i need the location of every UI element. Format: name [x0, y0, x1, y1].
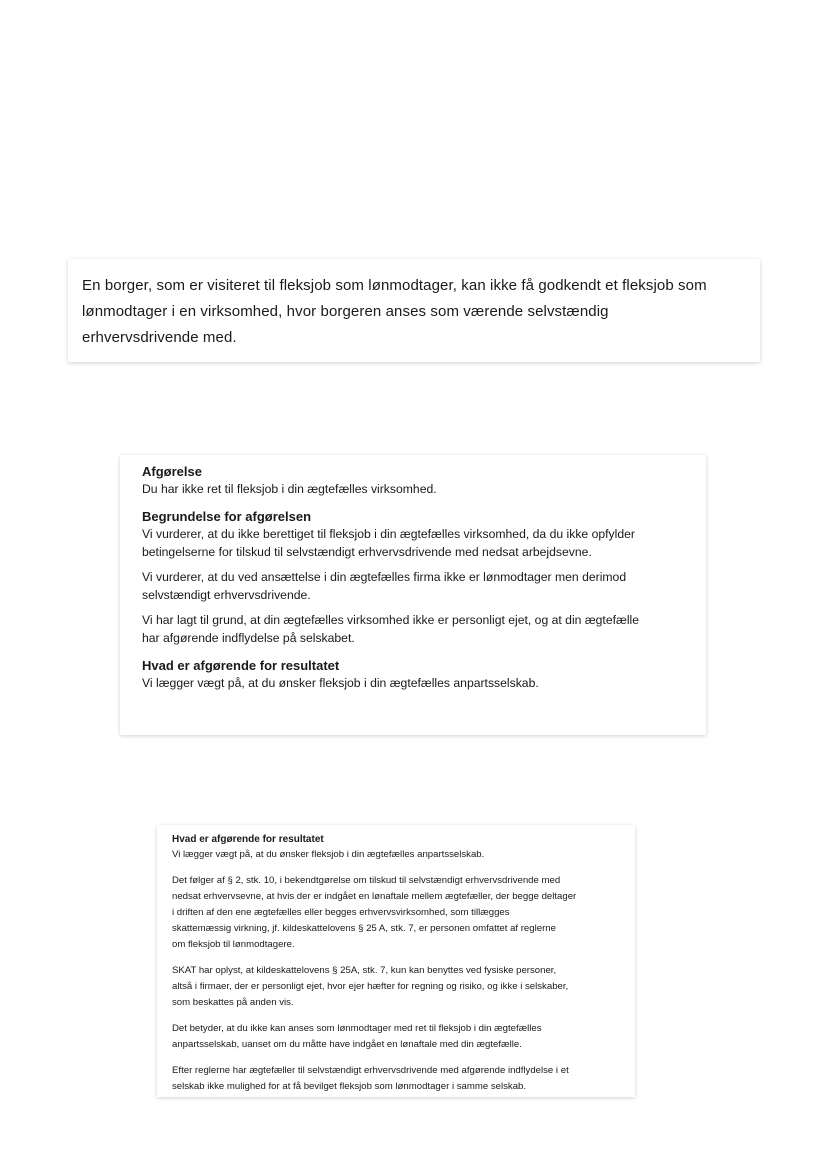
excerpt-card-decision	[120, 455, 706, 735]
result-text: Vi lægger vægt på, at du ønsker fleksjob i din ægtefælles anpartsselskab.	[142, 676, 539, 690]
legal-paragraph-line: om fleksjob til lønmodtagere.	[172, 939, 295, 950]
legal-paragraph-line: i driften af den ene ægtefælles eller begges erhvervsvirksomhed, som tillægges	[172, 907, 510, 918]
result-heading: Hvad er afgørende for resultatet	[142, 658, 340, 673]
excerpt-card-rule	[68, 259, 760, 362]
decision-text: Du har ikke ret til fleksjob i din ægtefælles virksomhed.	[142, 482, 437, 496]
result-intro: Vi lægger vægt på, at du ønsker fleksjob i din ægtefælles anpartsselskab.	[172, 849, 485, 860]
legal-paragraph-line: altså i firmaer, der er personligt ejet, hvor ejer hæfter for regning og risiko, og ikke i selskaber,	[172, 981, 569, 992]
clipped-paragraph	[172, 1063, 635, 1092]
result-heading: Hvad er afgørende for resultatet	[172, 834, 324, 845]
legal-paragraph-line: SKAT har oplyst, at kildeskattelovens § 25A, stk. 7, kun kan benyttes ved fysiske personer,	[172, 965, 557, 976]
legal-paragraph-line: Det følger af § 2, stk. 10, i bekendtgørelse om tilskud til selvstændigt erhvervsdrivende med	[172, 875, 561, 886]
legal-paragraph-line: selskab ikke mulighed for at få bevilget fleksjob som lønmodtager i samme selskab.	[172, 1081, 527, 1092]
legal-paragraph-line: Efter reglerne har ægtefæller til selvstændigt erhvervsdrivende med afgørende indflydelse i et	[172, 1065, 569, 1076]
reasoning-paragraph-line: har afgørende indflydelse på selskabet.	[142, 631, 355, 645]
legal-paragraph-line: nedsat erhvervsevne, at hvis der er indgået en lønaftale mellem ægtefæller, der begge deltager	[172, 891, 577, 902]
excerpt-card-legal-basis	[157, 825, 635, 1097]
reasoning-heading: Begrundelse for afgørelsen	[142, 509, 312, 524]
reasoning-paragraph-line: betingelserne for tilskud til selvstændigt erhvervsdrivende med nedsat arbejdsevne.	[142, 545, 592, 559]
legal-paragraph-line: anpartsselskab, uanset om du måtte have indgået en lønaftale med din ægtefælle.	[172, 1039, 522, 1050]
reasoning-paragraph-line: Vi vurderer, at du ved ansættelse i din ægtefælles firma ikke er lønmodtager men derimod	[142, 570, 627, 584]
reasoning-paragraph-line: Vi har lagt til grund, at din ægtefælles virksomhed ikke er personligt ejet, og at din ægtefælle	[142, 613, 640, 627]
reasoning-paragraph-line: Vi vurderer, at du ikke berettiget til fleksjob i din ægtefælles virksomhed, da du ikke opfylder	[142, 527, 635, 541]
legal-paragraph-line: som beskattes på anden vis.	[172, 997, 294, 1008]
rule-text-line: lønmodtager i en virksomhed, hvor borgeren anses som værende selvstændig	[82, 303, 609, 320]
reasoning-paragraph-line: selvstændigt erhvervsdrivende.	[142, 588, 311, 602]
rule-text-line: erhvervsdrivende med.	[82, 329, 237, 346]
legal-paragraph-line: Det betyder, at du ikke kan anses som lønmodtager med ret til fleksjob i din ægtefælles	[172, 1023, 542, 1034]
legal-paragraph-line: skattemæssig virkning, jf. kildeskattelovens § 25 A, stk. 7, er personen omfattet af reglerne	[172, 923, 556, 934]
decision-heading: Afgørelse	[142, 464, 202, 479]
rule-text-line: En borger, som er visiteret til fleksjob som lønmodtager, kan ikke få godkendt et fleksjob som	[82, 277, 707, 294]
